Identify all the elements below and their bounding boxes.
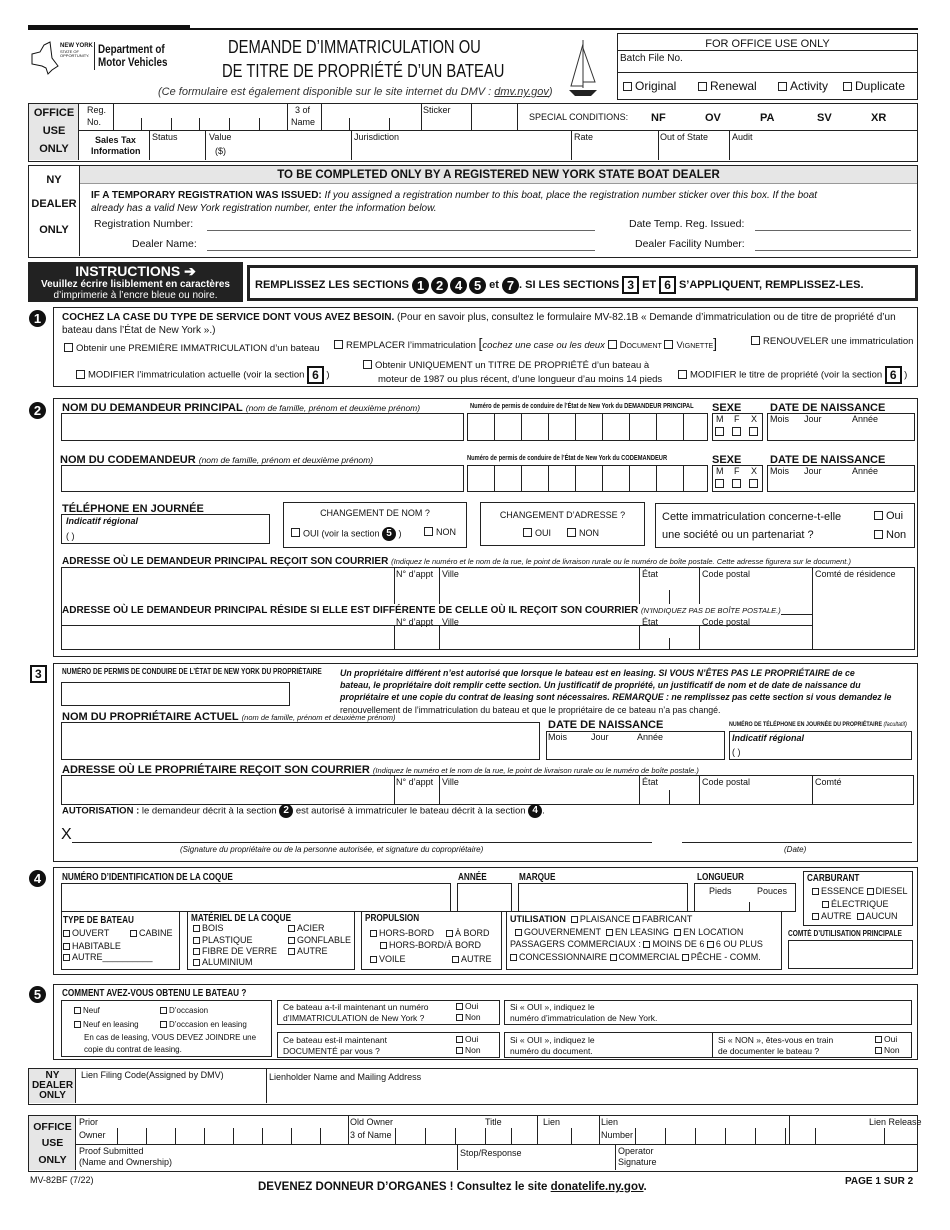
- old-owner-label: Old Owner: [350, 1117, 394, 1127]
- year-label: Année: [852, 414, 879, 424]
- owner-name-field[interactable]: [61, 722, 540, 760]
- checkbox-f[interactable]: [732, 479, 741, 488]
- area-code-label: Indicatif régional: [732, 733, 805, 743]
- section-5-badge: 5: [29, 986, 46, 1003]
- instructions-line-2: d’imprimerie à l’encre bleue ou noire.: [53, 290, 218, 301]
- checkbox[interactable]: [698, 82, 707, 91]
- dob-label: DATE DE NAISSANCE: [770, 402, 886, 414]
- sex-x: X: [751, 466, 758, 476]
- owner-license-field[interactable]: [61, 682, 290, 706]
- checkbox[interactable]: [843, 82, 852, 91]
- condition-code: PA: [760, 112, 775, 124]
- checkbox-vignette[interactable]: [664, 340, 673, 349]
- type-option[interactable]: CABINE: [130, 929, 173, 939]
- hull-label: NUMÉRO D’IDENTIFICATION DE LA COQUE: [62, 872, 233, 883]
- prop-option[interactable]: À BORD: [446, 929, 490, 939]
- mail-address-label: ADRESSE OÙ LE DEMANDEUR PRINCIPAL REÇOIT SON COURRIER (Indiquez le numéro et le nom de la rue, le point de livraison rurale ou le numéro de boîte postale. Cette adresse figurera sur le document.): [62, 556, 851, 567]
- lienholder-label: Lienholder Name and Mailing Address: [269, 1072, 422, 1082]
- lien-release-label: Lien Release: [869, 1117, 922, 1127]
- q2: Ce bateau est-il maintenant: [283, 1035, 387, 1045]
- dealer-name-field[interactable]: [207, 250, 595, 251]
- side-label: USE: [41, 1137, 64, 1149]
- reg-label: Reg.: [87, 105, 107, 115]
- owner-dob-field[interactable]: [546, 731, 725, 760]
- sex-label: SEXE: [712, 402, 742, 414]
- lien-label: Lien: [543, 1117, 561, 1127]
- instructions-box: [28, 262, 243, 302]
- checkbox[interactable]: [291, 528, 300, 537]
- page-number: PAGE 1 SUR 2: [845, 1176, 914, 1187]
- checkbox[interactable]: [751, 336, 760, 345]
- dealer-section: [28, 165, 918, 258]
- q1: Ce bateau a-t-il maintenant un numéro: [283, 1002, 429, 1012]
- reg-label-2: No.: [87, 117, 102, 127]
- fuel-option[interactable]: AUCUN: [857, 911, 898, 921]
- lease-note: En cas de leasing, VOUS DEVEZ JOINDRE une: [84, 1033, 257, 1042]
- s5-heading: COMMENT AVEZ-VOUS OBTENU LE BATEAU ?: [62, 988, 247, 999]
- signature-x: X: [61, 826, 72, 843]
- length-field[interactable]: [694, 883, 796, 912]
- city-label: Ville: [442, 777, 459, 787]
- co-license-field[interactable]: [467, 465, 708, 492]
- option-modify-reg[interactable]: MODIFIER l’immatriculation actuelle (voir la section 6 ): [76, 366, 330, 384]
- area-code-label: Indicatif régional: [66, 516, 139, 526]
- checkbox[interactable]: [76, 370, 85, 379]
- old-owner-label-2: 3 of Name: [350, 1130, 392, 1140]
- q-registration: [277, 1000, 500, 1025]
- fuel-box: [803, 871, 913, 926]
- rate-label: Rate: [574, 132, 594, 142]
- owner-name-label: NOM DU PROPRIÉTAIRE ACTUEL (nom de famille, prénom et deuxième prénom): [62, 711, 396, 723]
- side-label: ONLY: [39, 143, 69, 155]
- side-label: ONLY: [38, 1154, 67, 1166]
- prior-owner-label: Prior: [79, 1117, 99, 1127]
- checkbox[interactable]: [363, 360, 372, 369]
- use-option[interactable]: PÊCHE - COMM.: [682, 952, 761, 962]
- sex-label: SEXE: [712, 454, 742, 466]
- principal-name-field[interactable]: [61, 413, 464, 441]
- condition-code: OV: [705, 112, 721, 124]
- use-box: [506, 911, 782, 970]
- facility-field[interactable]: [755, 250, 911, 251]
- inches-label: Pouces: [757, 886, 788, 896]
- signature-caption: (Signature du propriétaire ou de la personne autorisée, et signature du copropriétaire): [180, 845, 484, 854]
- phone-label: TÉLÉPHONE EN JOURNÉE: [62, 503, 204, 515]
- option-renew[interactable]: RENOUVELER une immatriculation: [751, 336, 913, 347]
- checkbox[interactable]: [334, 340, 343, 349]
- owner-dob-label: DATE DE NAISSANCE: [548, 719, 664, 731]
- dealer-lien: [28, 1068, 918, 1105]
- section-1-badge: 1: [29, 310, 46, 327]
- prop-option[interactable]: HORS-BORD: [370, 929, 434, 939]
- hull-material-label: MATÉRIEL DE LA COQUE: [191, 913, 292, 924]
- year-field[interactable]: [457, 883, 512, 912]
- reg-number-label: Registration Number:: [94, 218, 194, 230]
- county-label: Comté de résidence: [815, 569, 896, 579]
- acquired-box: [61, 1000, 272, 1057]
- type-option[interactable]: HABITABLE: [63, 942, 121, 952]
- condition-code: XR: [871, 112, 887, 124]
- sex-field: [712, 413, 763, 441]
- checkbox-f[interactable]: [732, 427, 741, 436]
- area-code-paren: ( ): [66, 531, 75, 541]
- proof-label: Proof Submitted: [79, 1146, 144, 1156]
- make-field[interactable]: [518, 883, 688, 912]
- material-option[interactable]: BOIS: [193, 924, 224, 934]
- day-label: Jour: [804, 466, 822, 476]
- condition-code: NF: [651, 112, 666, 124]
- checkbox-x[interactable]: [749, 479, 758, 488]
- use-option[interactable]: GOUVERNEMENT: [515, 927, 601, 937]
- logo-opp: OPPORTUNITY.: [60, 53, 90, 58]
- reg-number-answer[interactable]: [504, 1000, 912, 1025]
- q2-2: DOCUMENTÉ par vous ?: [283, 1046, 380, 1056]
- principal-license-field[interactable]: [467, 413, 708, 441]
- section-3-badge: 3: [30, 665, 47, 683]
- material-option[interactable]: PLASTIQUE: [193, 936, 253, 946]
- principal-license-label: Numéro de permis de conduire de l’État de New York du DEMANDEUR PRINCIPAL: [470, 403, 694, 410]
- make-label: MARQUE: [519, 872, 556, 883]
- option-first-registration[interactable]: Obtenir une PREMIÈRE IMMATRICULATION d’un bateau: [64, 343, 320, 354]
- batch-file-label: Batch File No.: [620, 53, 683, 64]
- owner-mail-label: ADRESSE OÙ LE PROPRIÉTAIRE REÇOIT SON COURRIER (Indiquez le numéro et le nom de la rue, le point de livraison rurale ou le numéro de boîte postale.): [62, 764, 699, 776]
- prop-option[interactable]: VOILE: [370, 955, 406, 965]
- n2: Si « NON », êtes-vous en train: [718, 1035, 834, 1045]
- dealer-name-label: Dealer Name:: [132, 238, 197, 250]
- propulsion-box: [361, 911, 502, 970]
- subtitle: (Ce formulaire est également disponible sur le site internet du DMV : dmv.ny.gov): [158, 86, 553, 98]
- office-box-title: FOR OFFICE USE ONLY: [705, 38, 830, 50]
- address-change-box: [480, 502, 645, 546]
- checkbox[interactable]: [623, 82, 632, 91]
- material-option[interactable]: AUTRE: [288, 947, 328, 957]
- dob-label: DATE DE NAISSANCE: [770, 454, 886, 466]
- n2-2: de documenter le bateau ?: [718, 1046, 820, 1056]
- date-line[interactable]: [682, 842, 912, 843]
- sales-tax-label: Sales Tax: [95, 135, 136, 145]
- fuel-option[interactable]: ESSENCE: [812, 886, 864, 896]
- use-option[interactable]: MOINS DE 6: [643, 939, 704, 949]
- status-label: Status: [152, 132, 178, 142]
- office-option[interactable]: Original: [623, 80, 676, 93]
- page-title-1: DEMANDE D’IMMATRICULATION OU: [228, 37, 481, 57]
- dept-name: Department of: [98, 42, 165, 56]
- co-label: NOM DU CODEMANDEUR (nom de famille, prénom et deuxième prénom): [60, 454, 374, 466]
- boat-type-label: TYPE DE BATEAU: [63, 915, 134, 926]
- side-label: NY: [46, 174, 62, 186]
- a1: Si « OUI », indiquez le: [510, 1002, 595, 1012]
- side-label: DEALER: [31, 198, 77, 210]
- checkbox[interactable]: [874, 530, 883, 539]
- material-option[interactable]: ACIER: [288, 924, 325, 934]
- lien-number-label: Lien: [601, 1117, 619, 1127]
- company-yes[interactable]: Oui: [874, 510, 903, 522]
- temp-reg-note: IF A TEMPORARY REGISTRATION WAS ISSUED: If you assigned a registration number to this boat, place the registration number sticker over this box. If the boat: [91, 190, 818, 201]
- city-label: Ville: [442, 617, 459, 627]
- residence-address-label: ADRESSE OÙ LE DEMANDEUR PRINCIPAL RÉSIDE SI ELLE EST DIFFÉRENTE DE CELLE OÙ IL REÇOIT SON COURRIER (N’INDIQUEZ PAS DE BOÎTE POSTALE.): [62, 605, 781, 616]
- apt-label: N° d’appt: [396, 617, 434, 627]
- use-label: UTILISATION: [510, 914, 566, 924]
- sailboat-icon: [565, 38, 601, 102]
- q1-no[interactable]: Non: [456, 1013, 481, 1022]
- propulsion-label: PROPULSION: [365, 913, 420, 924]
- n2-no[interactable]: Non: [875, 1046, 900, 1055]
- side-label: OFFICE: [33, 1121, 72, 1133]
- day-label: Jour: [591, 732, 609, 742]
- dmv-link[interactable]: dmv.ny.gov: [494, 86, 549, 98]
- year-label: Année: [852, 466, 879, 476]
- q1-yes[interactable]: Oui: [456, 1002, 478, 1011]
- owner-phone-label: NUMÉRO DE TÉLÉPHONE EN JOURNÉE DU PROPRIÉTAIRE (facultatif): [729, 721, 907, 728]
- side-label: DEALER: [31, 1080, 74, 1091]
- value-label: Value: [209, 132, 232, 142]
- boat-type-box: [61, 911, 180, 970]
- use-option[interactable]: EN LEASING: [606, 927, 669, 937]
- month-label: Mois: [770, 414, 790, 424]
- checkbox[interactable]: [678, 370, 687, 379]
- principal-dob-field[interactable]: [767, 413, 915, 441]
- side-label: OFFICE: [33, 107, 75, 119]
- hull-material-box: [187, 911, 355, 970]
- county-use-field[interactable]: [788, 940, 913, 969]
- reg-number-field[interactable]: [207, 230, 595, 231]
- donatelife-link[interactable]: donatelife.ny.gov: [550, 1181, 644, 1193]
- doc-number-answer[interactable]: [504, 1032, 912, 1058]
- use-option[interactable]: FABRICANT: [633, 914, 693, 924]
- address-change-label: CHANGEMENT D’ADRESSE ?: [499, 510, 626, 520]
- zip-label: Code postal: [702, 777, 751, 787]
- apt-label: N° d’appt: [396, 777, 434, 787]
- use-option[interactable]: COMMERCIAL: [610, 952, 680, 962]
- date-issued-field[interactable]: [755, 230, 911, 231]
- sex-f: F: [734, 466, 740, 476]
- dept-name-2: Motor Vehicles: [98, 55, 168, 69]
- checkbox[interactable]: [778, 82, 787, 91]
- dealer-header: TO BE COMPLETED ONLY BY A REGISTERED NEW YORK STATE BOAT DEALER: [277, 169, 720, 181]
- county-label: Comté: [815, 777, 842, 787]
- apt-label: N° d’appt: [396, 569, 434, 579]
- fuel-option[interactable]: DIESEL: [867, 886, 908, 896]
- type-option[interactable]: OUVERT: [63, 929, 109, 939]
- form-number: MV-82BF (7/22): [30, 1175, 94, 1185]
- s1-heading: COCHEZ LA CASE DU TYPE DE SERVICE DONT VOUS AVEZ BESOIN. (Pour en savoir plus, consultez le formulaire MV-82.1B « Demande d’immatriculation ou de titre de propriété d’un: [62, 312, 896, 323]
- a2-2: numéro du document.: [510, 1046, 593, 1056]
- office-option[interactable]: Duplicate: [843, 80, 905, 93]
- logo-ny: NEW YORK: [60, 43, 93, 49]
- state-label: État: [642, 777, 659, 787]
- company-box: [655, 503, 915, 548]
- city-label: Ville: [442, 569, 459, 579]
- acq-option[interactable]: D’occasion en leasing: [160, 1021, 247, 1030]
- value-label-2: ($): [215, 146, 226, 156]
- length-label: LONGUEUR: [697, 872, 744, 883]
- sex-m: M: [716, 414, 724, 424]
- state-label: État: [642, 617, 659, 627]
- mail-address-field[interactable]: [61, 567, 915, 650]
- q2-yes[interactable]: Oui: [456, 1035, 478, 1044]
- condition-code: SV: [817, 112, 832, 124]
- material-option[interactable]: ALUMINIUM: [193, 958, 253, 968]
- a1-2: numéro d’immatriculation de New York.: [510, 1013, 658, 1023]
- phone-field[interactable]: [61, 514, 270, 544]
- out-of-state-label: Out of State: [660, 132, 709, 142]
- three-of-label: 3 of: [295, 105, 311, 115]
- fuel-option[interactable]: AUTRE: [812, 911, 852, 921]
- side-label: ONLY: [39, 1090, 66, 1101]
- authorization: AUTORISATION : le demandeur décrit à la section 2 est autorisé à immatriculer le bateau décrit à la section 4 .: [62, 805, 545, 817]
- co-license-label: Numéro de permis de conduire de l’État de New York du CODEMANDEUR: [467, 455, 668, 462]
- day-label: Jour: [804, 414, 822, 424]
- sex-m: M: [716, 466, 724, 476]
- option-modify-title[interactable]: MODIFIER le titre de propriété (voir la section 6 ): [678, 366, 907, 384]
- option-title-only[interactable]: Obtenir UNIQUEMENT un TITRE DE PROPRIÉTÉ d’un bateau à: [363, 360, 649, 371]
- use-option[interactable]: EN LOCATION: [674, 927, 743, 937]
- owner-license-label: NUMÉRO DE PERMIS DE CONDUIRE DE L’ÉTAT DE NEW YORK DU PROPRIÉTAIRE: [62, 667, 322, 676]
- month-label: Mois: [548, 732, 568, 742]
- checkbox[interactable]: [874, 511, 883, 520]
- principal-label: NOM DU DEMANDEUR PRINCIPAL (nom de famille, prénom et deuxième prénom): [62, 402, 421, 414]
- option-replace[interactable]: REMPLACER l’immatriculation [cochez une case ou les deux Document Vignette]: [334, 336, 717, 351]
- page-title-2: DE TITRE DE PROPRIÉTÉ D’UN BATEAU: [222, 61, 505, 81]
- sex-f: F: [734, 414, 740, 424]
- sex-x: X: [751, 414, 758, 424]
- feet-label: Pieds: [709, 886, 732, 896]
- prior-owner-label-2: Owner: [79, 1130, 106, 1140]
- section-2-badge: 2: [29, 402, 46, 419]
- material-option[interactable]: GONFLABLE: [288, 936, 351, 946]
- material-option[interactable]: FIBRE DE VERRE: [193, 947, 277, 957]
- fuel-label: CARBURANT: [807, 873, 860, 884]
- lease-note-2: copie du contrat de leasing.: [84, 1045, 182, 1054]
- co-name-field[interactable]: [61, 465, 464, 492]
- side-label: USE: [42, 125, 66, 137]
- section-1: [53, 307, 918, 387]
- checkbox[interactable]: [567, 528, 576, 537]
- a2: Si « OUI », indiquez le: [510, 1035, 595, 1045]
- n2-yes[interactable]: Oui: [875, 1035, 897, 1044]
- section-4-badge: 4: [29, 870, 46, 887]
- month-label: Mois: [770, 466, 790, 476]
- checkbox[interactable]: [523, 528, 532, 537]
- checkbox-x[interactable]: [749, 427, 758, 436]
- jurisdiction-label: Jurisdiction: [354, 132, 400, 142]
- title-only-2: moteur de 1987 ou plus récent, d’une longueur d’au moins 14 pieds: [378, 374, 663, 385]
- checkbox[interactable]: [424, 527, 433, 536]
- three-of-label-2: Name: [291, 117, 316, 127]
- q-documented: [277, 1032, 500, 1058]
- office-use-top: [28, 103, 918, 162]
- s1-heading-2: bateau dans l’État de New York ».): [62, 325, 216, 336]
- q2-no[interactable]: Non: [456, 1046, 481, 1055]
- name-change-box: [283, 502, 467, 548]
- ny-state-map-icon: [30, 40, 60, 76]
- use-option[interactable]: CONCESSIONNAIRE: [510, 952, 607, 962]
- audit-label: Audit: [732, 132, 753, 142]
- operator-label: Operator: [618, 1146, 654, 1156]
- year-label: ANNÉE: [458, 872, 487, 883]
- date-caption: (Date): [784, 845, 807, 854]
- side-label: ONLY: [39, 224, 69, 236]
- passengers-label: PASSAGERS COMMERCIAUX :: [510, 939, 641, 949]
- use-option[interactable]: PLAISANCE: [571, 914, 631, 924]
- zip-label: Code postal: [702, 617, 751, 627]
- operator-label-2: Signature: [618, 1157, 657, 1167]
- stop-response-label: Stop/Response: [460, 1148, 522, 1158]
- office-option[interactable]: Renewal: [698, 80, 757, 93]
- state-label: État: [642, 569, 659, 579]
- county-use-label: COMTÉ D’UTILISATION PRINCIPALE: [788, 929, 902, 938]
- q1-2: d’IMMATRICULATION de New York ?: [283, 1013, 425, 1023]
- co-dob-field[interactable]: [767, 465, 915, 492]
- company-q: Cette immatriculation concerne-t-elle: [662, 511, 842, 523]
- checkbox-m[interactable]: [715, 479, 724, 488]
- facility-label: Dealer Facility Number:: [635, 238, 745, 250]
- address-change-no[interactable]: NON: [567, 528, 599, 539]
- acq-option[interactable]: D’occasion: [160, 1007, 208, 1016]
- lien-code-label: Lien Filing Code(Assigned by DMV): [81, 1070, 224, 1080]
- name-change-yes[interactable]: OUI (voir la section 5 ): [291, 527, 402, 541]
- name-change-no[interactable]: NON: [424, 527, 456, 538]
- top-rule: [28, 28, 918, 30]
- sections-instruction: [247, 265, 918, 301]
- signature-line[interactable]: [72, 842, 652, 843]
- checkbox-m[interactable]: [715, 427, 724, 436]
- side-label: NY: [45, 1070, 60, 1081]
- name-change-label: CHANGEMENT DE NOM ?: [320, 508, 430, 518]
- office-use-box: [617, 33, 918, 100]
- sticker-label: Sticker: [423, 105, 451, 115]
- company-q-2: une société ou un partenariat ?: [662, 529, 814, 541]
- owner-note: Un propriétaire différent n’est autorisé que lorsque le bateau est en leasing. SI VOUS N’ÊTES PAS LE PROPRIÉTAIRE de ce bateau, le propriétaire doit remplir cette section. Un justificatif de propriété, un justificatif de nom et de date de naissance du propriétaire et une copie du contrat de leasing sont nécessaires. REMARQUE : ne remplissez pas cette section si vous demandez le renouvellement de l’immatriculation du bateau et que le propriétaire de ce bateau n’a pas changé.: [340, 668, 892, 715]
- donor-text: DEVENEZ DONNEUR D’ORGANES ! Consultez le site donatelife.ny.gov.: [258, 1181, 647, 1193]
- special-conditions-label: SPECIAL CONDITIONS:: [529, 112, 629, 122]
- company-no[interactable]: Non: [874, 529, 906, 541]
- lien-number-label-2: Number: [601, 1130, 634, 1140]
- checkbox-document[interactable]: [608, 340, 617, 349]
- acq-option[interactable]: Neuf: [74, 1007, 100, 1016]
- owner-phone-field[interactable]: [729, 731, 912, 760]
- zip-label: Code postal: [702, 569, 751, 579]
- date-issued-label: Date Temp. Reg. Issued:: [629, 218, 745, 230]
- type-option[interactable]: AUTRE__________: [63, 953, 153, 963]
- proof-label-2: (Name and Ownership): [79, 1157, 173, 1167]
- owner-mail-field[interactable]: [61, 775, 914, 805]
- fuel-option[interactable]: ÉLECTRIQUE: [822, 900, 889, 910]
- sections-text: REMPLISSEZ LES SECTIONS 1 2 4 5 et 7 . SI LES SECTIONS 3 ET 6 S’APPLIQUENT, REMPLISSEZ-LES.: [255, 277, 864, 293]
- hull-field[interactable]: [61, 883, 451, 912]
- office-use-bottom: [28, 1115, 922, 1172]
- acq-option[interactable]: Neuf en leasing: [74, 1021, 139, 1030]
- logo-state: STATE OF: [60, 49, 79, 54]
- office-option[interactable]: Activity: [778, 80, 828, 93]
- checkbox[interactable]: [64, 343, 73, 352]
- instructions-line: Veuillez écrire lisiblement en caractères: [41, 279, 230, 290]
- year-label: Année: [637, 732, 664, 742]
- nys-logo: [30, 40, 190, 76]
- sales-tax-label-2: Information: [91, 146, 141, 156]
- address-change-yes[interactable]: OUI: [523, 528, 551, 539]
- prop-option[interactable]: AUTRE: [452, 955, 492, 965]
- title-label: Title: [485, 1117, 502, 1127]
- temp-reg-note-2: already has a valid New York registration number, enter the information below.: [91, 203, 437, 214]
- prop-option[interactable]: HORS-BORD/À BORD: [380, 941, 481, 951]
- area-code-paren: ( ): [732, 747, 741, 757]
- use-option[interactable]: 6 OU PLUS: [707, 939, 763, 949]
- instructions-title: INSTRUCTIONS ➔: [75, 263, 196, 279]
- co-sex-field: [712, 465, 763, 492]
